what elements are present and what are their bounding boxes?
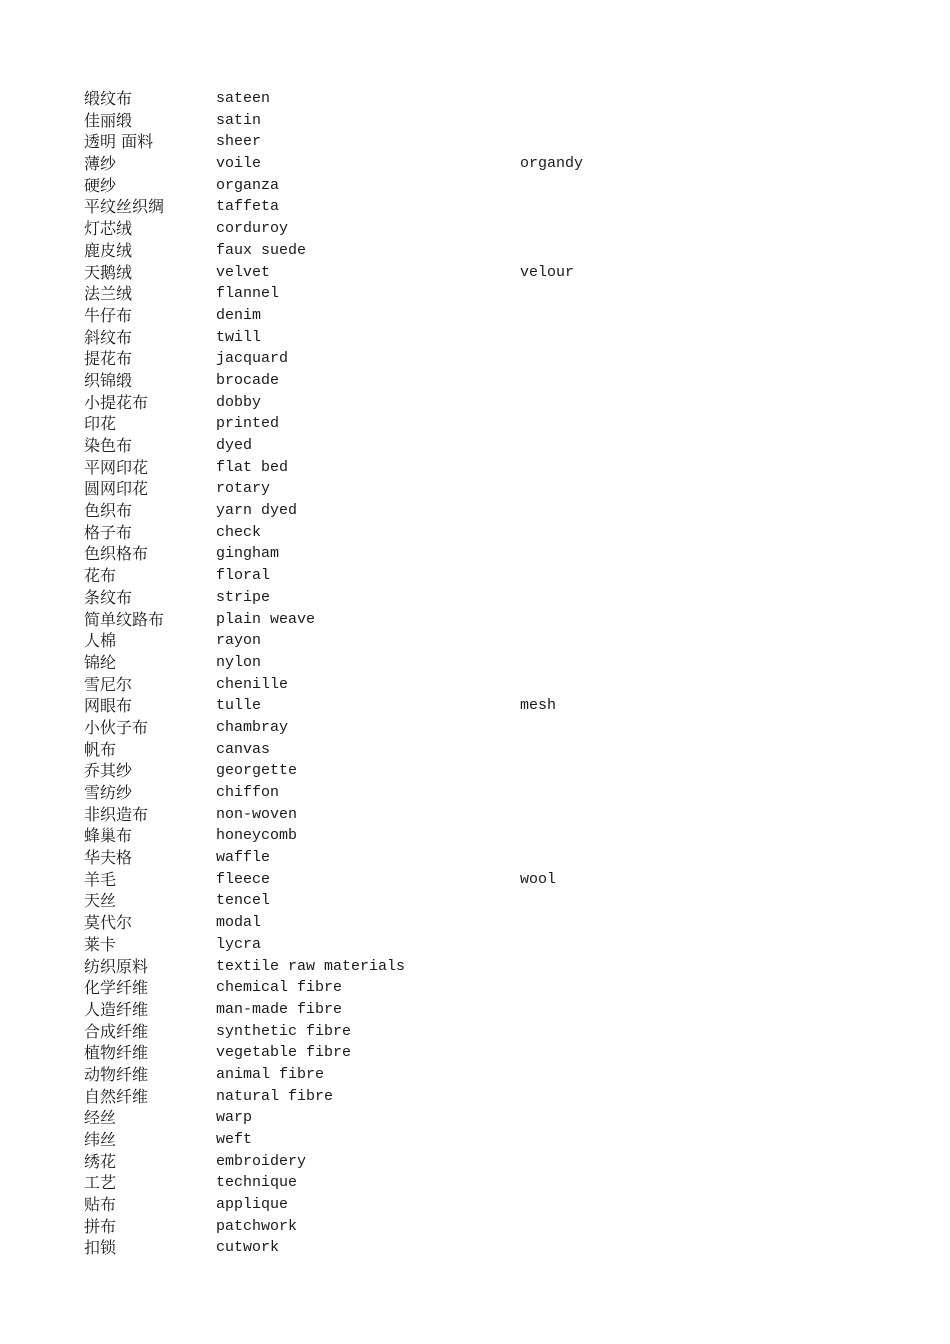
english-term: lycra <box>216 935 262 953</box>
table-row <box>84 110 904 132</box>
chinese-term: 小伙子布 <box>84 717 149 737</box>
english-term: textile raw materials <box>216 957 406 975</box>
table-row <box>84 717 904 739</box>
table-row <box>84 175 904 197</box>
english-term: dyed <box>216 437 253 454</box>
table-row <box>84 131 904 153</box>
table-row <box>84 760 904 782</box>
english-term: vegetable fibre <box>216 1044 352 1062</box>
english-term: chenille <box>216 675 289 693</box>
english-term: animal fibre <box>216 1065 325 1083</box>
chinese-term: 自然纤维 <box>84 1086 149 1106</box>
english-term: stripe <box>216 588 271 606</box>
chinese-term: 灯芯绒 <box>84 219 133 239</box>
chinese-term: 合成纤维 <box>84 1021 149 1041</box>
alternate-term: mesh <box>520 697 557 715</box>
chinese-term: 印花 <box>84 414 117 434</box>
table-row <box>84 587 904 609</box>
chinese-term: 动物纤维 <box>84 1064 149 1084</box>
chinese-term: 扣锁 <box>84 1238 117 1258</box>
english-term: technique <box>216 1174 298 1192</box>
chinese-term: 锦纶 <box>84 652 117 672</box>
chinese-term: 牛仔布 <box>84 305 133 325</box>
english-term: sateen <box>216 90 271 107</box>
chinese-term: 斜纹布 <box>84 327 133 347</box>
table-row <box>84 1237 904 1259</box>
chinese-term: 格子布 <box>84 522 133 542</box>
chinese-term: 雪尼尔 <box>84 674 133 694</box>
english-term: rayon <box>216 632 262 650</box>
english-term: gingham <box>216 545 280 563</box>
table-row <box>84 327 904 349</box>
english-term: flannel <box>216 285 280 303</box>
english-term: man-made fibre <box>216 1000 343 1018</box>
chinese-term: 拼布 <box>84 1216 117 1236</box>
glossary-table <box>84 88 904 1259</box>
table-row <box>84 1151 904 1173</box>
english-term: tencel <box>216 892 271 910</box>
table-row <box>84 565 904 587</box>
table-row <box>84 782 904 804</box>
english-term: modal <box>216 914 262 932</box>
alternate-term: organdy <box>520 155 584 173</box>
english-term: brocade <box>216 371 280 389</box>
table-row <box>84 999 904 1021</box>
chinese-term: 圆网印花 <box>84 479 149 499</box>
chinese-term: 华夫格 <box>84 848 133 868</box>
table-row <box>84 739 904 761</box>
chinese-term: 纬丝 <box>84 1130 117 1149</box>
chinese-term: 工艺 <box>84 1173 117 1193</box>
table-row <box>84 890 904 912</box>
english-term: nylon <box>216 653 262 671</box>
table-row <box>84 413 904 435</box>
table-row <box>84 630 904 652</box>
english-term: velvet <box>216 263 271 281</box>
chinese-term: 人棉 <box>84 631 117 651</box>
english-term: twill <box>216 328 262 346</box>
chinese-term: 贴布 <box>84 1195 117 1215</box>
chinese-term: 织锦缎 <box>84 370 133 390</box>
table-row <box>84 1107 904 1129</box>
english-term: cutwork <box>216 1239 280 1257</box>
chinese-term: 染色布 <box>84 436 133 455</box>
table-row <box>84 305 904 327</box>
table-row <box>84 392 904 414</box>
table-row <box>84 522 904 544</box>
chinese-term: 纺织原料 <box>84 956 149 976</box>
table-row <box>84 370 904 392</box>
chinese-term: 鹿皮绒 <box>84 240 133 260</box>
english-term: chambray <box>216 718 289 736</box>
table-row <box>84 1216 904 1238</box>
table-row <box>84 674 904 696</box>
chinese-term: 莱卡 <box>84 934 117 954</box>
english-term: synthetic fibre <box>216 1022 352 1040</box>
english-term: chiffon <box>216 784 280 801</box>
english-term: sheer <box>216 133 262 151</box>
chinese-term: 化学纤维 <box>84 978 149 998</box>
chinese-term: 佳丽缎 <box>84 110 133 130</box>
chinese-term: 小提花布 <box>84 392 149 412</box>
chinese-term: 缎纹布 <box>84 89 133 108</box>
english-term: floral <box>216 567 271 585</box>
english-term: applique <box>216 1196 289 1214</box>
english-term: dobby <box>216 393 262 411</box>
chinese-term: 色织格布 <box>84 544 149 564</box>
table-row <box>84 1086 904 1108</box>
chinese-term: 乔其纱 <box>84 761 133 781</box>
chinese-term: 莫代尔 <box>84 913 133 933</box>
chinese-term: 薄纱 <box>84 154 117 174</box>
chinese-term: 透明 面料 <box>84 132 154 152</box>
english-term: satin <box>216 111 262 129</box>
chinese-term: 硬纱 <box>84 175 117 195</box>
table-row <box>84 956 904 978</box>
english-term: printed <box>216 415 280 433</box>
chinese-term: 网眼布 <box>84 696 133 716</box>
english-term: weft <box>216 1131 253 1148</box>
table-row <box>84 869 904 891</box>
english-term: canvas <box>216 740 271 758</box>
chinese-term: 蜂巢布 <box>84 826 133 846</box>
english-term: taffeta <box>216 198 280 216</box>
chinese-term: 羊毛 <box>84 869 117 889</box>
chinese-term: 花布 <box>84 566 117 586</box>
chinese-term: 帆布 <box>84 739 117 759</box>
english-term: plain weave <box>216 610 316 628</box>
english-term: tulle <box>216 697 262 715</box>
table-row <box>84 1064 904 1086</box>
english-term: chemical fibre <box>216 979 343 997</box>
table-row <box>84 912 904 934</box>
table-row <box>84 1194 904 1216</box>
table-row <box>84 500 904 522</box>
chinese-term: 天丝 <box>84 891 117 911</box>
english-term: patchwork <box>216 1217 298 1235</box>
table-row <box>84 348 904 370</box>
english-term: check <box>216 523 262 541</box>
chinese-term: 植物纤维 <box>84 1043 149 1063</box>
chinese-term: 平纹丝织绸 <box>84 197 165 217</box>
english-term: non-woven <box>216 805 298 823</box>
chinese-term: 提花布 <box>84 349 133 369</box>
english-term: faux suede <box>216 241 307 259</box>
english-term: flat bed <box>216 458 289 476</box>
english-term: embroidery <box>216 1152 307 1170</box>
chinese-term: 色织布 <box>84 501 133 521</box>
table-row <box>84 478 904 500</box>
table-row <box>84 196 904 218</box>
english-term: natural fibre <box>216 1087 334 1105</box>
table-row <box>84 457 904 479</box>
chinese-term: 法兰绒 <box>84 284 133 304</box>
english-term: yarn dyed <box>216 502 298 520</box>
table-row <box>84 240 904 262</box>
table-row <box>84 283 904 305</box>
table-row <box>84 695 904 717</box>
chinese-term: 简单纹路布 <box>84 609 165 629</box>
english-term: denim <box>216 306 262 324</box>
chinese-term: 绣花 <box>84 1151 117 1171</box>
chinese-term: 平网印花 <box>84 457 149 477</box>
english-term: corduroy <box>216 220 289 238</box>
table-row <box>84 1042 904 1064</box>
table-row <box>84 262 904 284</box>
english-term: honeycomb <box>216 827 298 845</box>
table-row <box>84 88 904 110</box>
chinese-term: 雪纺纱 <box>84 783 133 802</box>
table-row <box>84 652 904 674</box>
table-row <box>84 218 904 240</box>
english-term: rotary <box>216 480 271 498</box>
chinese-term: 人造纤维 <box>84 999 149 1019</box>
table-row <box>84 1021 904 1043</box>
table-row <box>84 934 904 956</box>
english-term: fleece <box>216 870 271 888</box>
table-row <box>84 1129 904 1151</box>
chinese-term: 条纹布 <box>84 587 133 607</box>
table-row <box>84 804 904 826</box>
table-row <box>84 847 904 869</box>
english-term: organza <box>216 176 280 194</box>
chinese-term: 经丝 <box>84 1108 117 1128</box>
chinese-term: 非织造布 <box>84 804 149 824</box>
alternate-term: velour <box>520 263 575 281</box>
english-term: waffle <box>216 849 271 867</box>
table-row <box>84 977 904 999</box>
chinese-term: 天鹅绒 <box>84 262 133 282</box>
table-row <box>84 435 904 457</box>
english-term: georgette <box>216 762 298 780</box>
english-term: warp <box>216 1109 253 1127</box>
table-row <box>84 153 904 175</box>
english-term: jacquard <box>216 350 289 368</box>
alternate-term: wool <box>520 870 557 888</box>
table-row <box>84 825 904 847</box>
english-term: voile <box>216 155 262 173</box>
table-row <box>84 609 904 631</box>
table-row <box>84 543 904 565</box>
table-row <box>84 1172 904 1194</box>
